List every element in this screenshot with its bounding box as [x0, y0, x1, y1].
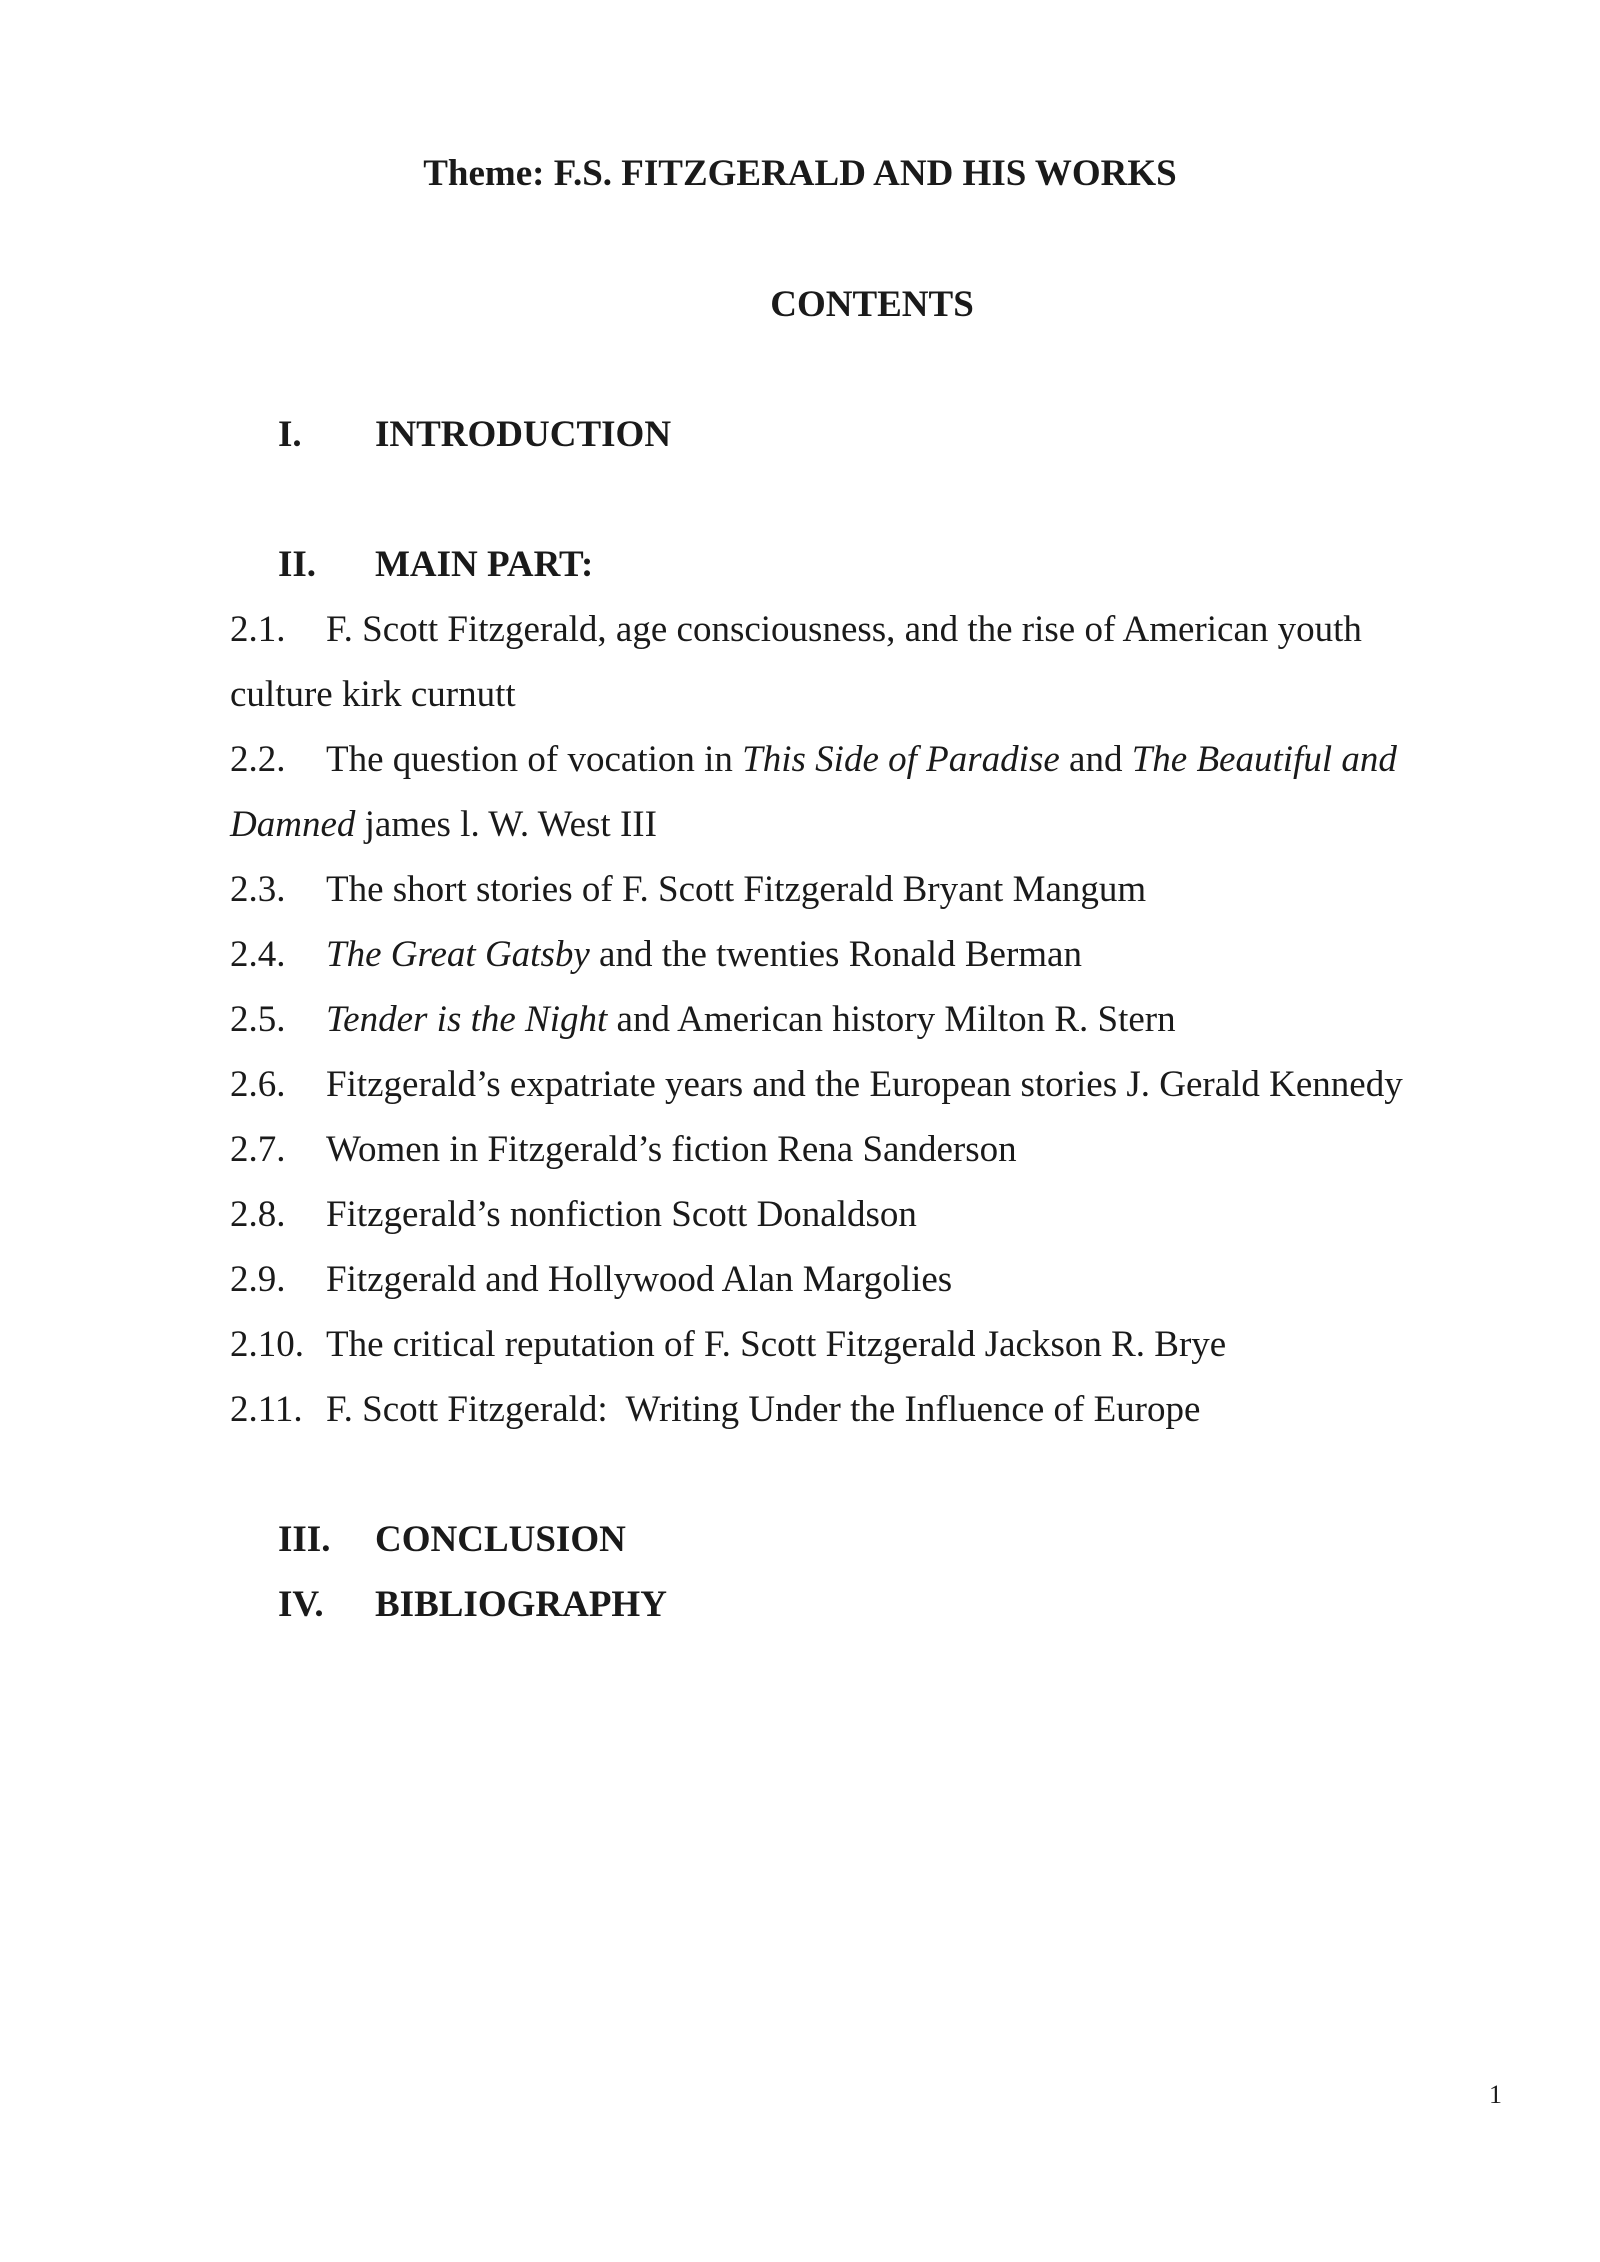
item-text — [326, 933, 1082, 977]
item-number: 2.10. — [230, 1324, 304, 1365]
section-label: MAIN PART: — [375, 544, 594, 585]
item-number: 2.8. — [230, 1194, 286, 1235]
book-title: The Beautiful and — [1131, 739, 1397, 780]
item-text-plain: james l. W. West III — [355, 804, 657, 845]
section-numeral: II. — [278, 544, 317, 585]
item-text-continued — [230, 803, 657, 847]
item-number: 2.6. — [230, 1064, 286, 1105]
item-text-plain: and the twenties Ronald Berman — [589, 934, 1082, 975]
item-number: 2.5. — [230, 999, 286, 1040]
document-title: Theme: F.S. FITZGERALD AND HIS WORKS — [423, 153, 1177, 194]
page-number: 1 — [1489, 2080, 1502, 2109]
item-text: Fitzgerald’s expatriate years and the European stories J. Gerald Kennedy — [326, 1064, 1403, 1105]
item-number: 2.11. — [230, 1389, 303, 1430]
item-text-plain: and American history Milton R. Stern — [607, 999, 1176, 1040]
item-number: 2.2. — [230, 739, 286, 780]
section-label: BIBLIOGRAPHY — [375, 1584, 667, 1625]
item-text: Fitzgerald’s nonfiction Scott Donaldson — [326, 1194, 917, 1235]
item-text — [326, 998, 1176, 1042]
section-label: CONCLUSION — [375, 1519, 626, 1560]
book-title: Tender is the Night — [326, 999, 608, 1040]
item-text: The critical reputation of F. Scott Fitzgerald Jackson R. Brye — [326, 1324, 1227, 1365]
item-text-continued: culture kirk curnutt — [230, 674, 516, 715]
item-text: The short stories of F. Scott Fitzgerald Bryant Mangum — [326, 869, 1147, 910]
book-title: This Side of Paradise — [742, 739, 1060, 780]
item-text-plain: The question of vocation in — [326, 739, 743, 780]
item-number: 2.3. — [230, 869, 286, 910]
section-numeral: IV. — [278, 1584, 324, 1625]
item-number: 2.4. — [230, 934, 286, 975]
item-text-plain: and — [1059, 739, 1132, 780]
item-number: 2.7. — [230, 1129, 286, 1170]
contents-heading: CONTENTS — [770, 284, 974, 325]
item-number: 2.9. — [230, 1259, 286, 1300]
section-label: INTRODUCTION — [375, 414, 672, 455]
book-title: The Great Gatsby — [326, 934, 590, 975]
item-text — [326, 738, 1397, 782]
item-text: F. Scott Fitzgerald, age consciousness, and the rise of American youth — [326, 609, 1362, 650]
item-text: Fitzgerald and Hollywood Alan Margolies — [326, 1259, 953, 1300]
item-text: Women in Fitzgerald’s fiction Rena Sanderson — [326, 1129, 1017, 1170]
section-numeral: I. — [278, 414, 302, 455]
item-number: 2.1. — [230, 609, 286, 650]
book-title: Damned — [230, 804, 356, 845]
section-numeral: III. — [278, 1519, 331, 1560]
item-text: F. Scott Fitzgerald: Writing Under the Influence of Europe — [326, 1389, 1201, 1430]
